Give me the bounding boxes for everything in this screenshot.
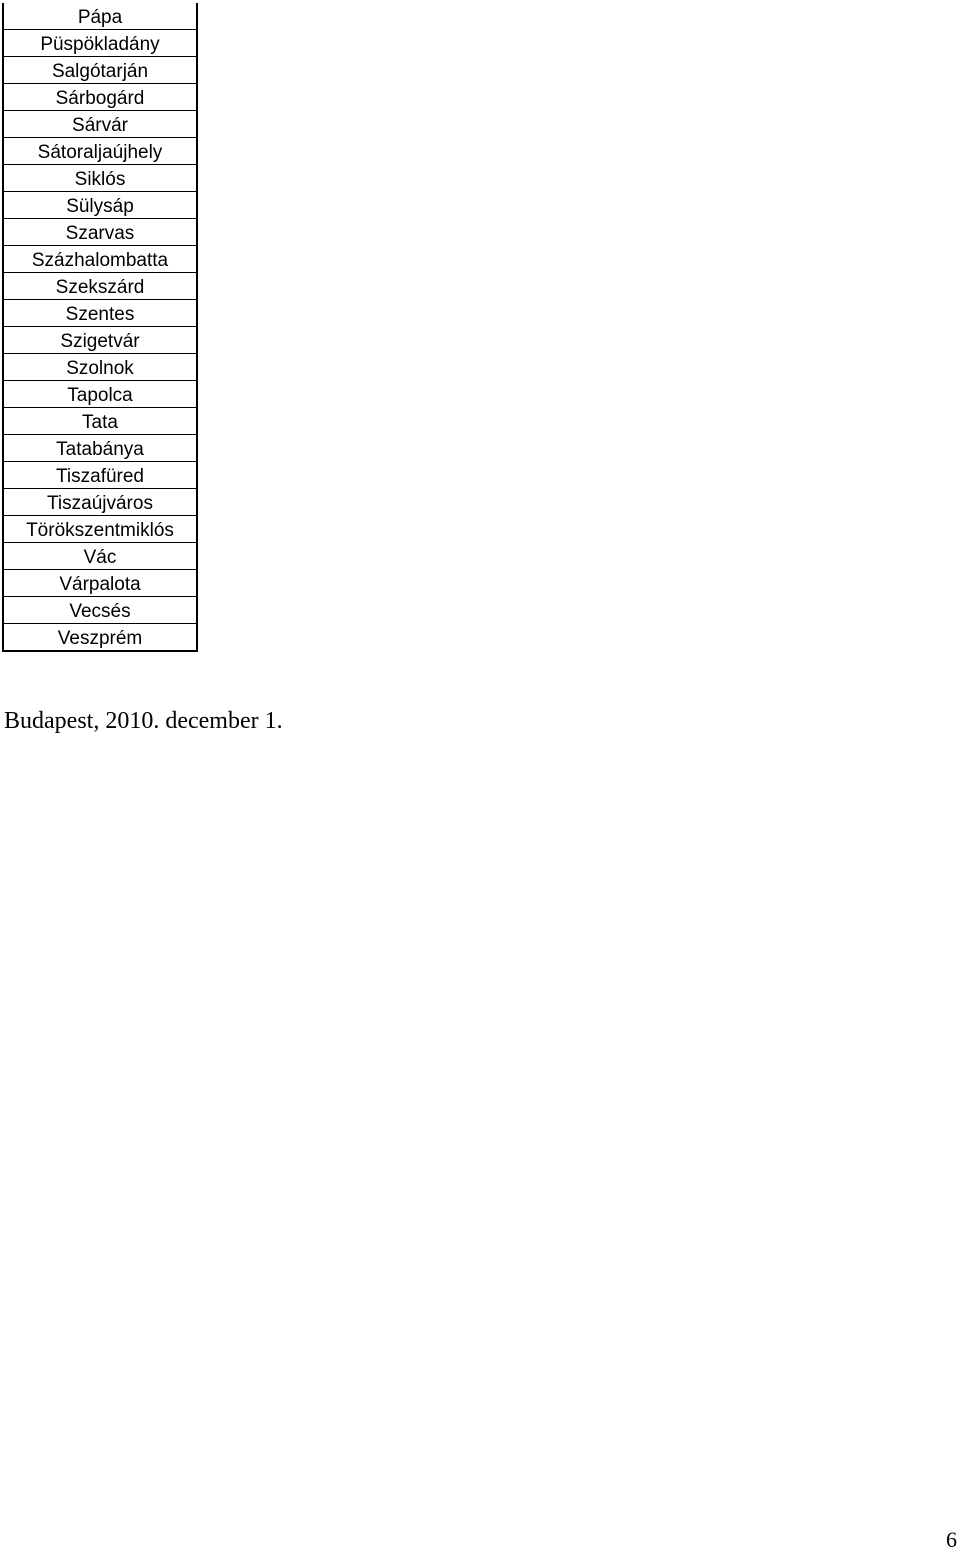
city-name-cell: Szigetvár xyxy=(3,327,197,354)
city-name-cell: Szarvas xyxy=(3,219,197,246)
city-name-cell: Százhalombatta xyxy=(3,246,197,273)
table-row xyxy=(3,3,197,30)
table-row xyxy=(3,111,197,138)
table-row xyxy=(3,354,197,381)
city-name-cell: Szekszárd xyxy=(3,273,197,300)
table-row xyxy=(3,462,197,489)
table-row xyxy=(3,273,197,300)
city-name-cell: Pápa xyxy=(3,3,197,30)
table-row xyxy=(3,192,197,219)
city-name-cell: Vác xyxy=(3,543,197,570)
city-name-cell: Sülysáp xyxy=(3,192,197,219)
city-name-cell: Vecsés xyxy=(3,597,197,624)
table-row xyxy=(3,219,197,246)
city-name-cell: Salgótarján xyxy=(3,57,197,84)
table-row xyxy=(3,435,197,462)
city-name-cell: Szolnok xyxy=(3,354,197,381)
city-list-body xyxy=(3,3,197,651)
table-row xyxy=(3,516,197,543)
city-name-cell: Tapolca xyxy=(3,381,197,408)
table-row xyxy=(3,597,197,624)
city-name-cell: Tata xyxy=(3,408,197,435)
city-name-cell: Püspökladány xyxy=(3,30,197,57)
city-name-cell: Szentes xyxy=(3,300,197,327)
table-row xyxy=(3,30,197,57)
place-and-date: Budapest, 2010. december 1. xyxy=(4,708,283,734)
city-name-cell: Várpalota xyxy=(3,570,197,597)
table-row xyxy=(3,300,197,327)
table-row xyxy=(3,165,197,192)
city-name-cell: Tatabánya xyxy=(3,435,197,462)
table-row xyxy=(3,57,197,84)
table-row xyxy=(3,570,197,597)
table-row xyxy=(3,543,197,570)
city-name-cell: Siklós xyxy=(3,165,197,192)
city-name-cell: Sátoraljaújhely xyxy=(3,138,197,165)
table-row xyxy=(3,408,197,435)
city-name-cell: Törökszentmiklós xyxy=(3,516,197,543)
page-number: 6 xyxy=(946,1527,957,1552)
table-row xyxy=(3,138,197,165)
city-name-cell: Sárbogárd xyxy=(3,84,197,111)
city-name-cell: Veszprém xyxy=(57,628,143,649)
table-row xyxy=(3,489,197,516)
table-row xyxy=(3,624,197,652)
city-list-table xyxy=(2,3,198,652)
table-row xyxy=(3,381,197,408)
city-name-cell: Tiszafüred xyxy=(3,462,197,489)
city-name-cell: Tiszaújváros xyxy=(3,489,197,516)
table-row xyxy=(3,246,197,273)
table-row xyxy=(3,327,197,354)
table-row xyxy=(3,84,197,111)
city-name-cell: Sárvár xyxy=(3,111,197,138)
